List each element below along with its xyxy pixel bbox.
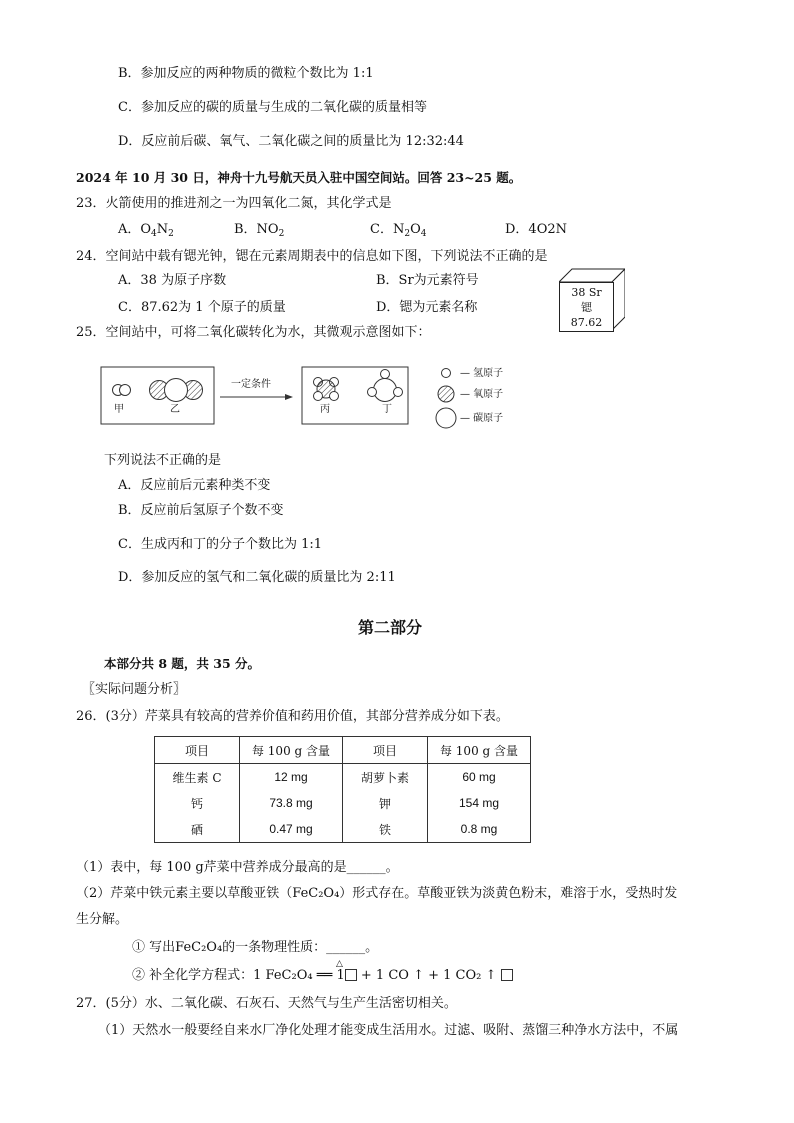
- section-heading: 〖实际问题分析〗: [82, 682, 187, 697]
- q24-stem: 24．空间站中载有锶光钟，锶在元素周期表中的信息如下图，下列说法不正确的是: [76, 249, 548, 264]
- table-cell: 0.8 mg: [428, 816, 531, 843]
- table-cell: 12 mg: [240, 764, 343, 791]
- legend-oxygen: — 氧原子: [460, 389, 504, 400]
- q22-option-b: B．参加反应的两种物质的微粒个数比为 1:1: [118, 66, 374, 81]
- table-cell: 硒: [155, 816, 240, 843]
- q25-option-c: C．生成丙和丁的分子个数比为 1:1: [118, 537, 323, 552]
- q25-option-d: D．参加反应的氢气和二氧化碳的质量比为 2:11: [118, 570, 396, 585]
- table-cell: 0.47 mg: [240, 816, 343, 843]
- heat-symbol: △: [336, 959, 343, 969]
- label-bing: 丙: [320, 404, 330, 415]
- q25-option-b: B．反应前后氢原子个数不变: [118, 503, 284, 518]
- legend-oxygen-symbol: [438, 386, 454, 402]
- q26-sub2: ② 补全化学方程式：1 FeC₂O₄ ══ 1 + 1 CO ↑ + 1 CO₂ ↑: [132, 968, 513, 984]
- q23-option-a: A．$O_4N_2$: [118, 222, 174, 239]
- q26-part2-line2: 生分解。: [76, 912, 129, 927]
- table-cell: 胡萝卜素: [343, 764, 428, 791]
- q23-option-c: C．$N_2O_4$: [370, 222, 427, 239]
- water-molecule: [368, 370, 403, 402]
- table-row: [155, 790, 531, 816]
- header-item-2: 项目: [343, 737, 428, 764]
- q26-sub1: ① 写出FeC₂O₄的一条物理性质：______。: [132, 940, 379, 955]
- legend-carbon: — 碳原子: [460, 413, 504, 424]
- carbon-dioxide-molecule: [150, 379, 203, 402]
- table-row: [155, 764, 531, 791]
- q24-option-d: D．锶为元素名称: [376, 300, 478, 315]
- q24-option-c: C．87.62为 1 个原子的质量: [118, 300, 286, 315]
- label-yi: 乙: [170, 404, 180, 415]
- label-ding: 丁: [382, 404, 392, 415]
- methane-molecule: [314, 378, 339, 401]
- card-element-name: 锶: [581, 301, 592, 314]
- legend-hydrogen-symbol: [442, 369, 451, 378]
- answer-blank-box[interactable]: [345, 969, 357, 981]
- q23-option-b: B．$NO_2$: [234, 222, 285, 239]
- table-cell: 73.8 mg: [240, 790, 343, 816]
- legend-hydrogen: — 氢原子: [460, 368, 504, 379]
- hydrogen-molecule: [113, 385, 131, 396]
- legend-carbon-symbol: [436, 408, 456, 428]
- q27-part1: （1）天然水一般要经自来水厂净化处理才能变成生活用水。过滤、吸附、蒸馏三种净水方法中，不属: [98, 1023, 679, 1038]
- q26-stem: 26．(3分）芹菜具有较高的营养价值和药用价值，其部分营养成分如下表。: [76, 709, 509, 724]
- q22-option-d: D．反应前后碳、氧气、二氧化碳之间的质量比为 12:32:44: [118, 134, 464, 149]
- q26-part2-line1: （2）芹菜中铁元素主要以草酸亚铁（FeC₂O₄）形式存在。草酸亚铁为淡黄色粉末，难溶于水，受热时发: [76, 886, 678, 901]
- q24-option-a: A．38 为原子序数: [118, 273, 227, 288]
- q23-option-d: D．4O2N: [505, 222, 567, 237]
- reaction-condition: 一定条件: [231, 379, 271, 390]
- q27-stem: 27．(5分）水、二氧化碳、石灰石、天然气与生产生活密切相关。: [76, 996, 457, 1011]
- table-cell: 铁: [343, 816, 428, 843]
- q26-part1: （1）表中，每 100 g芹菜中营养成分最高的是______。: [76, 860, 399, 875]
- q25-stem: 25．空间站中，可将二氧化碳转化为水，其微观示意图如下：: [76, 325, 431, 340]
- q25-option-a: A．反应前后元素种类不变: [118, 478, 271, 493]
- table-header-row: [155, 737, 531, 764]
- card-number-symbol: 38 Sr: [571, 286, 602, 299]
- strontium-element-card: [559, 282, 614, 332]
- table-cell: 154 mg: [428, 790, 531, 816]
- header-item-1: 项目: [155, 737, 240, 764]
- table-cell: 60 mg: [428, 764, 531, 791]
- header-amount-2: 每 100 g 含量: [428, 737, 531, 764]
- q23-stem: 23．火箭使用的推进剂之一为四氧化二氮，其化学式是: [76, 196, 392, 211]
- q25-lead: 下列说法不正确的是: [104, 453, 222, 468]
- card-atomic-mass: 87.62: [570, 316, 603, 329]
- answer-blank-box-2[interactable]: [501, 969, 513, 981]
- part-two-note: 本部分共 8 题，共 35 分。: [104, 656, 261, 671]
- nutrition-table: [154, 736, 531, 843]
- table-cell: 钾: [343, 790, 428, 816]
- table-row: [155, 816, 531, 843]
- table-cell: 维生素 C: [155, 764, 240, 791]
- table-cell: 钙: [155, 790, 240, 816]
- header-amount-1: 每 100 g 含量: [240, 737, 343, 764]
- q22-option-c: C．参加反应的碳的质量与生成的二氧化碳的质量相等: [118, 100, 427, 115]
- label-jia: 甲: [114, 404, 124, 415]
- part-two-title: 第二部分: [358, 618, 423, 637]
- q24-option-b: B．Sr为元素符号: [376, 273, 479, 288]
- context-intro: 2024 年 10 月 30 日，神舟十九号航天员入驻中国空间站。回答 23~25 题。: [76, 170, 522, 185]
